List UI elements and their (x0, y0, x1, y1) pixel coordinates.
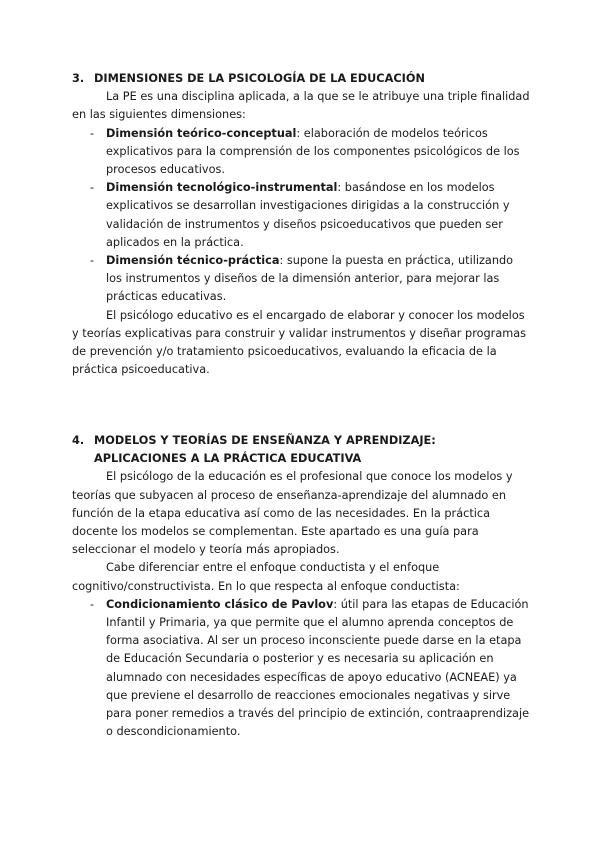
section-4 (72, 432, 532, 741)
section-3-heading (72, 70, 532, 88)
bullet-dash: - (90, 254, 95, 268)
section-3-closing: El psicólogo educativo es el encargado de elaborar y conocer los modelos y teorías explicativas para construir y validar instrumentos y diseñar programas de prevención y/o tratamiento psicoeducativos, evaluando la eficacia de la práctica psicoeducativa. (72, 308, 527, 377)
bullet-text: : útil para las etapas de Educación Infantil y Primaria, ya que permite que el alumno aprenda conceptos de forma asociativa. Al ser un proceso inconsciente puede darse en la etapa de Educación Secundaria o posterior y es necesaria su aplicación en alumnado con necesidades específicas de apoyo educativo (ACNEAE) ya que previene el desarrollo de reacciones emocionales negativas y sirve para poner remedios a través del principio de extinción, contraaprendizaje o descondicionamiento. (106, 597, 530, 739)
list-item (72, 252, 532, 307)
section-4-para-2: Cabe diferenciar entre el enfoque conductista y el enfoque cognitivo/constructivista. En lo que respecta al enfoque conductista: (72, 561, 460, 593)
bullet-term: Dimensión teórico-conceptual (106, 126, 297, 140)
bullet-term: Dimensión tecnológico-instrumental (106, 181, 338, 195)
bullet-term: Condicionamiento clásico de Pavlov (106, 597, 334, 611)
bullet-dash: - (90, 126, 95, 140)
section-4-number: 4. (72, 434, 85, 447)
bullet-term: Dimensión técnico-práctica (106, 254, 280, 268)
section-3 (72, 70, 532, 379)
section-3-number: 3. (72, 72, 85, 85)
bullet-dash: - (90, 181, 95, 195)
section-4-title: MODELOS Y TEORÍAS DE ENSEÑANZA Y APRENDIZAJE: APLICACIONES A LA PRÁCTICA EDUCATIVA (94, 434, 436, 466)
bullet-text: : basándose en los modelos explicativos se desarrollan investigaciones dirigidas a la construcción y validación de instrumentos y diseños psicoeducativos que pueden ser aplicados en la práctica. (106, 181, 510, 249)
list-item (72, 179, 532, 252)
section-3-intro: La PE es una disciplina aplicada, a la que se le atribuye una triple finalidad en las siguientes dimensiones: (72, 90, 530, 122)
bullet-text: : elaboración de modelos teóricos explicativos para la comprensión de los componentes psicológicos de los procesos educativos. (106, 126, 520, 177)
bullet-dash: - (90, 597, 95, 611)
list-item (72, 596, 532, 742)
section-4-heading (72, 432, 532, 468)
section-3-title: DIMENSIONES DE LA PSICOLOGÍA DE LA EDUCACIÓN (94, 72, 425, 85)
section-4-para-1: El psicólogo de la educación es el profesional que conoce los modelos y teorías que subyacen al proceso de enseñanza-aprendizaje del alumnado en función de la etapa educativa así como de las necesidades. En la práctica docente los modelos se complementan. Este apartado es una guía para seleccionar el modelo y teoría más apropiados. (72, 470, 513, 557)
bullet-text: : supone la puesta en práctica, utilizando los instrumentos y diseños de la dimensión anterior, para mejorar las prácticas educativas. (106, 254, 514, 304)
list-item (72, 125, 532, 180)
